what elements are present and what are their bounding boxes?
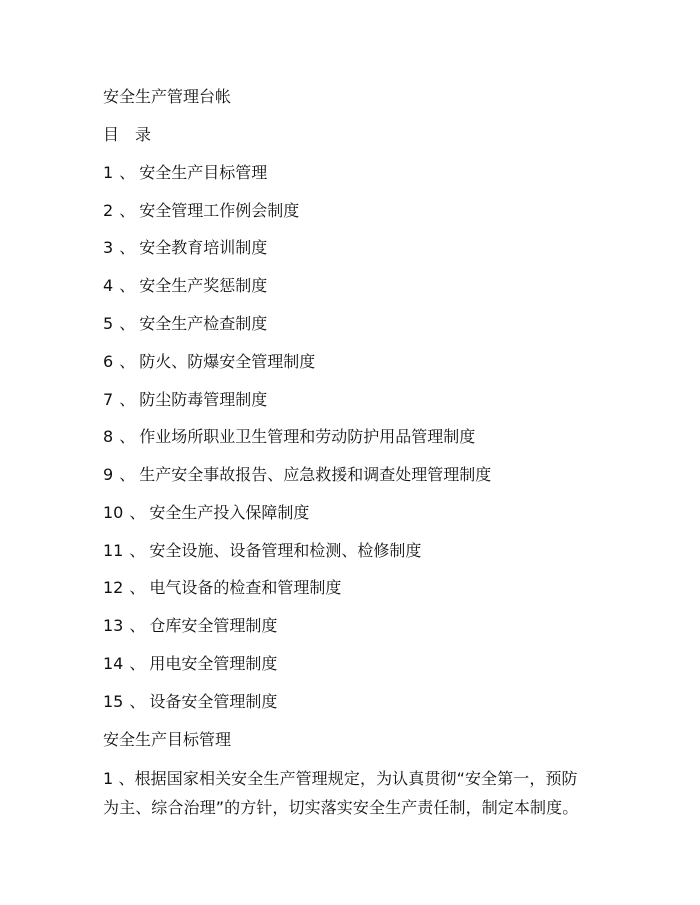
toc-item-label: 仓库安全管理制度 <box>149 616 278 635</box>
toc-item-separator: 、 <box>119 163 136 182</box>
toc-item-number: 3 <box>103 238 114 257</box>
toc-item <box>103 616 277 636</box>
toc-item-label: 安全生产检查制度 <box>139 314 268 333</box>
toc-item-separator: 、 <box>129 692 146 711</box>
paragraph-line: 为主、综合治理”的方针，切实落实安全生产责任制，制定本制度。 <box>103 798 579 817</box>
toc-item-separator: 、 <box>129 654 146 673</box>
toc-item-separator: 、 <box>119 314 136 333</box>
toc-item-separator: 、 <box>119 238 136 257</box>
toc-item <box>103 578 341 598</box>
toc-item-number: 7 <box>103 390 114 409</box>
section-paragraph <box>103 764 593 822</box>
toc-item-number: 12 <box>103 578 124 597</box>
toc-item-separator: 、 <box>129 541 146 560</box>
toc-item-label: 生产安全事故报告、应急救援和调查处理管理制度 <box>139 465 492 484</box>
toc-item <box>103 352 315 372</box>
toc-item <box>103 427 475 447</box>
toc-item-number: 2 <box>103 201 114 220</box>
toc-item-label: 用电安全管理制度 <box>149 654 278 673</box>
toc-item-separator: 、 <box>119 201 136 220</box>
toc-item-label: 安全生产目标管理 <box>139 163 268 182</box>
document-title: 安全生产管理台帐 <box>103 87 232 106</box>
section-heading: 安全生产目标管理 <box>103 730 232 749</box>
paragraph-line: 1 、根据国家相关安全生产管理规定，为认真贯彻“安全第一，预防 <box>103 769 578 788</box>
toc-item-separator: 、 <box>119 276 136 295</box>
toc-item-number: 10 <box>103 503 124 522</box>
toc-item-separator: 、 <box>119 465 136 484</box>
toc-item-label: 安全生产投入保障制度 <box>149 503 310 522</box>
toc-item <box>103 276 267 296</box>
toc-item-number: 4 <box>103 276 114 295</box>
toc-item-number: 9 <box>103 465 114 484</box>
toc-item-label: 安全管理工作例会制度 <box>139 201 300 220</box>
toc-item-number: 8 <box>103 427 114 446</box>
toc-item <box>103 201 299 221</box>
toc-item-number: 6 <box>103 352 114 371</box>
toc-item <box>103 314 267 334</box>
toc-item <box>103 465 491 485</box>
toc-item-label: 防火、防爆安全管理制度 <box>139 352 316 371</box>
toc-item-separator: 、 <box>129 616 146 635</box>
toc-item-label: 作业场所职业卫生管理和劳动防护用品管理制度 <box>139 427 476 446</box>
toc-item-separator: 、 <box>129 578 146 597</box>
toc-item-number: 14 <box>103 654 124 673</box>
toc-item-label: 安全教育培训制度 <box>139 238 268 257</box>
toc-item-label: 防尘防毒管理制度 <box>139 390 268 409</box>
toc-item <box>103 692 277 712</box>
toc-item-number: 1 <box>103 163 114 182</box>
toc-item <box>103 163 267 183</box>
toc-item <box>103 541 421 561</box>
toc-item-separator: 、 <box>129 503 146 522</box>
toc-item-separator: 、 <box>119 427 136 446</box>
toc-item-separator: 、 <box>119 390 136 409</box>
toc-item-label: 安全设施、设备管理和检测、检修制度 <box>149 541 422 560</box>
toc-item-label: 设备安全管理制度 <box>149 692 278 711</box>
toc-item-number: 5 <box>103 314 114 333</box>
toc-item-number: 13 <box>103 616 124 635</box>
toc-item-label: 安全生产奖惩制度 <box>139 276 268 295</box>
toc-item <box>103 654 277 674</box>
toc-item-number: 11 <box>103 541 124 560</box>
toc-item <box>103 238 267 258</box>
toc-item-separator: 、 <box>119 352 136 371</box>
toc-item-label: 电气设备的检查和管理制度 <box>149 578 342 597</box>
toc-item-number: 15 <box>103 692 124 711</box>
toc-heading: 目 录 <box>103 125 152 144</box>
toc-item <box>103 390 267 410</box>
toc-item <box>103 503 309 523</box>
